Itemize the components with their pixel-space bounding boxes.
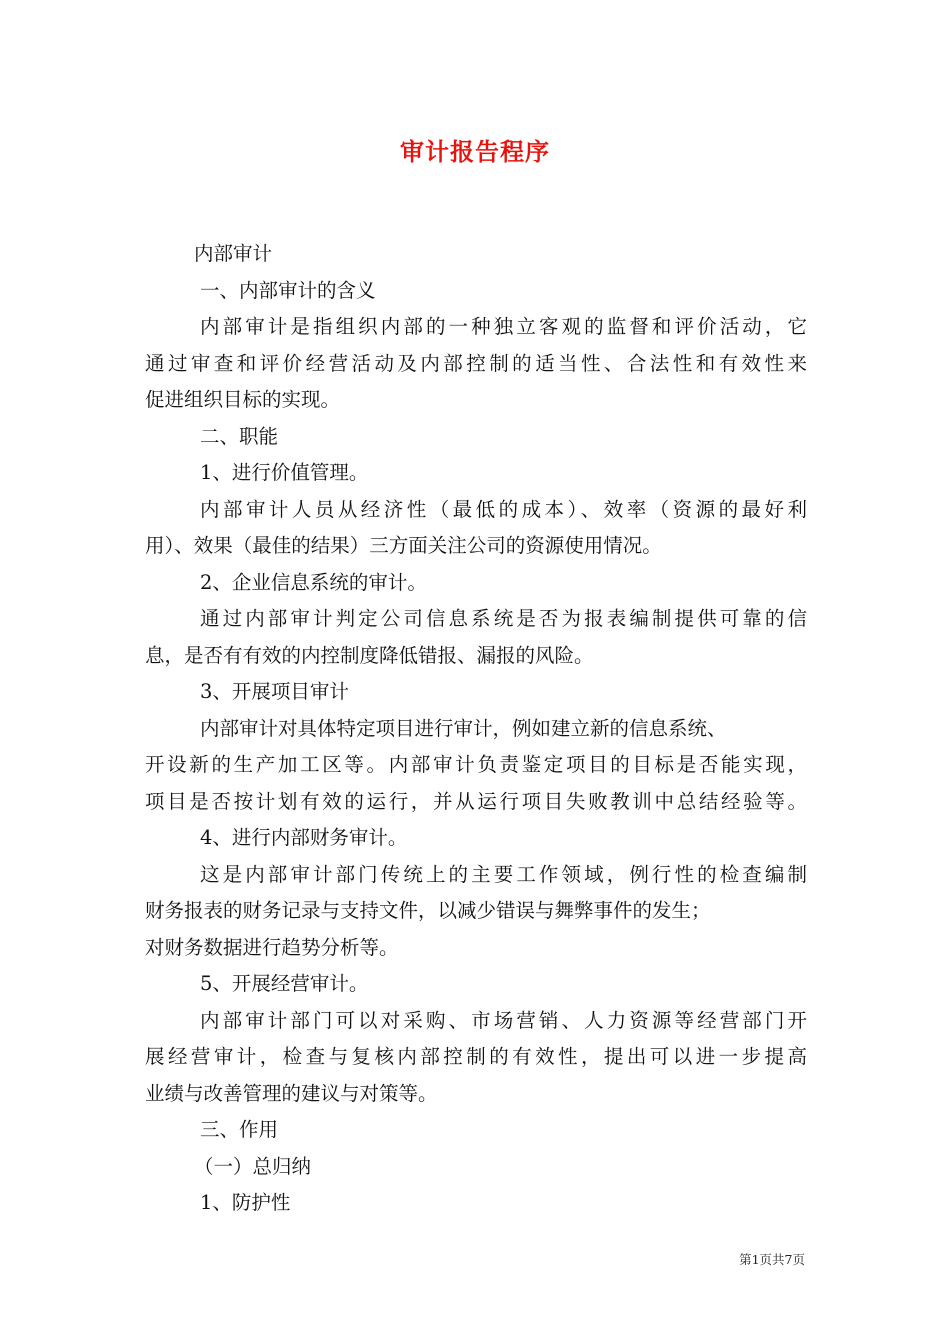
paragraph-line: 用）、效果（最佳的结果）三方面关注公司的资源使用情况。 <box>145 534 662 557</box>
paragraph-line: 开设新的生产加工区等。内部审计负责鉴定项目的目标是否能实现， <box>145 753 807 776</box>
paragraph-line: 息，是否有有效的内控制度降低错报、漏报的风险。 <box>145 643 594 667</box>
section-heading: 二、职能 <box>200 424 279 448</box>
document-title: 审计报告程序 <box>400 137 550 166</box>
paragraph-line: 内部审计对具体特定项目进行审计，例如建立新的信息系统、 <box>200 716 727 740</box>
paragraph-line: 这是内部审计部门传统上的主要工作领域，例行性的检查编制 <box>200 862 807 886</box>
paragraph-line: 通过内部审计判定公司信息系统是否为报表编制提供可靠的信 <box>200 607 807 630</box>
paragraph-line: 促进组织目标的实现。 <box>145 388 341 411</box>
document-body <box>145 236 807 1222</box>
list-heading: 3、开展项目审计 <box>200 680 349 703</box>
page-number: 第1页共7页 <box>739 1252 805 1267</box>
subsection-heading: （一）总归纳 <box>194 1154 312 1178</box>
section-heading: 三、作用 <box>200 1118 279 1141</box>
paragraph-line: 对财务数据进行趋势分析等。 <box>145 935 399 959</box>
list-heading: 2、企业信息系统的审计。 <box>200 570 427 594</box>
paragraph-line: 内部审计是指组织内部的一种独立客观的监督和评价活动，它 <box>200 315 807 338</box>
paragraph-line: 项目是否按计划有效的运行，并从运行项目失败教训中总结经验等。 <box>145 789 807 813</box>
paragraph-line: 业绩与改善管理的建议与对策等。 <box>145 1081 438 1105</box>
list-heading: 1、防护性 <box>200 1191 291 1214</box>
section-heading: 内部审计 <box>194 242 273 265</box>
section-heading: 一、内部审计的含义 <box>200 278 376 302</box>
list-heading: 1、进行价值管理。 <box>200 461 369 484</box>
paragraph-line: 内部审计人员从经济性（最低的成本）、效率（资源的最好利 <box>200 497 807 521</box>
paragraph-line: 通过审查和评价经营活动及内部控制的适当性、合法性和有效性来 <box>145 351 807 375</box>
paragraph-line: 财务报表的财务记录与支持文件，以减少错误与舞弊事件的发生； <box>145 899 711 922</box>
paragraph-line: 内部审计部门可以对采购、市场营销、人力资源等经营部门开 <box>200 1008 807 1032</box>
paragraph-line: 展经营审计，检查与复核内部控制的有效性，提出可以进一步提高 <box>145 1045 807 1068</box>
list-heading: 4、进行内部财务审计。 <box>200 826 408 849</box>
list-heading: 5、开展经营审计。 <box>200 972 369 995</box>
